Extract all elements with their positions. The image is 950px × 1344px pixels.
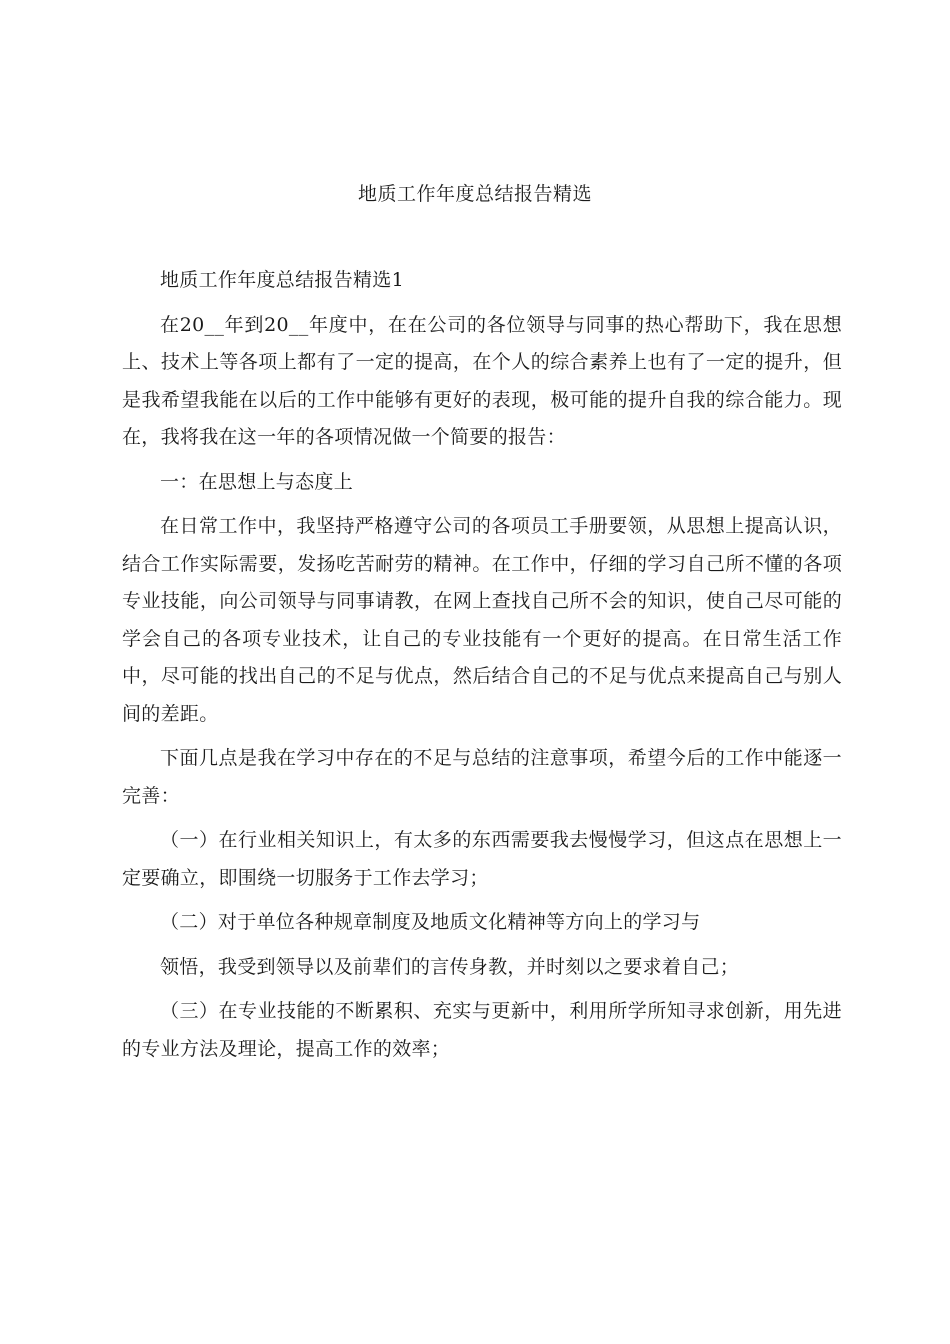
list-item: （一）在行业相关知识上，有太多的东西需要我去慢慢学习，但这点在思想上一定要确立，即围绕一切服务于工作去学习； bbox=[122, 829, 842, 889]
list-item: （二）对于单位各种规章制度及地质文化精神等方向上的学习与 bbox=[160, 911, 701, 933]
paragraph: 在日常工作中，我坚持严格遵守公司的各项员工手册要领，从思想上提高认识，结合工作实际需要，发扬吃苦耐劳的精神。在工作中，仔细的学习自己所不懂的各项专业技能，向公司领导与同事请教，在网上查找自己所不会的知识，使自己尽可能的学会自己的各项专业技术，让自己的专业技能有一个更好的提高。在日常生活工作中，尽可能的找出自己的不足与优点，然后结合自己的不足与优点来提高自己与别人间的差距。 bbox=[122, 515, 842, 725]
paragraph: 下面几点是我在学习中存在的不足与总结的注意事项，希望今后的工作中能逐一完善： bbox=[122, 747, 842, 807]
document-title: 地质工作年度总结报告精选 bbox=[357, 183, 592, 205]
section-heading: 地质工作年度总结报告精选1 bbox=[160, 269, 404, 291]
document-body bbox=[122, 262, 842, 1075]
paragraph: 在20__年到20__年度中，在在公司的各位领导与同事的热心帮助下，我在思想上、技术上等各项上都有了一定的提高，在个人的综合素养上也有了一定的提升，但是我希望我能在以后的工作中能够有更好的表现，极可能的提升自我的综合能力。现在，我将我在这一年的各项情况做一个简要的报告： bbox=[122, 313, 842, 448]
list-item: （三）在专业技能的不断累积、充实与更新中，利用所学所知寻求创新，用先进的专业方法及理论，提高工作的效率； bbox=[122, 1000, 842, 1060]
section-heading: 一：在思想上与态度上 bbox=[160, 470, 354, 493]
paragraph: 领悟，我受到领导以及前辈们的言传身教，并时刻以之要求着自己； bbox=[160, 955, 740, 978]
